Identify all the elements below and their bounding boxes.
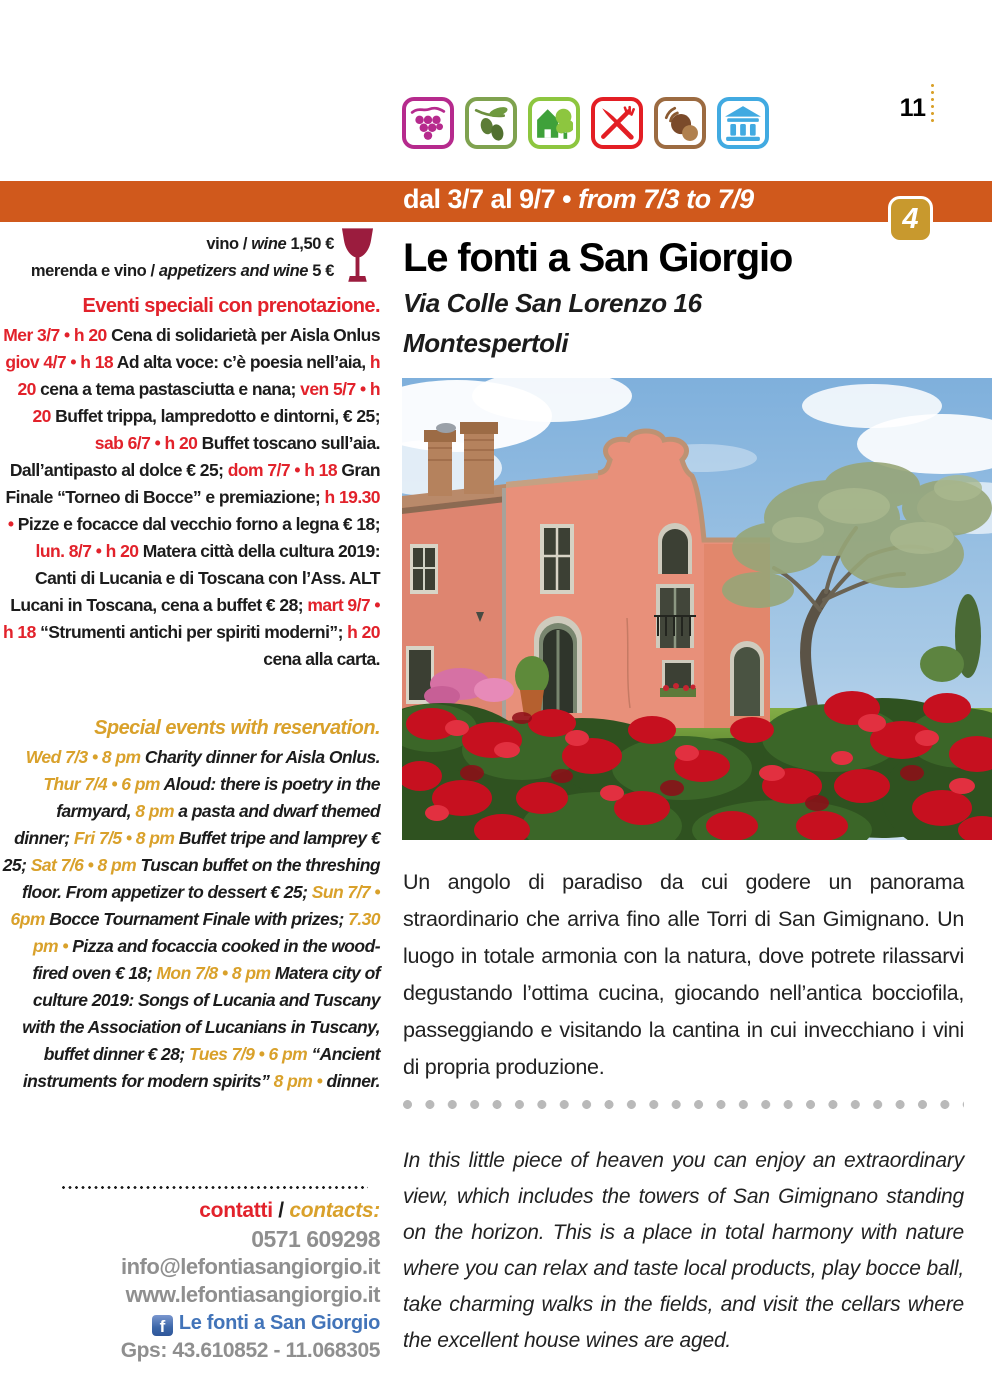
text-segment: Tuscan buffet on the threshing floor. From appetizer to dessert € 25; — [21, 855, 380, 902]
text-segment: cena alla carta. — [263, 649, 380, 669]
text-segment: Fri 7/5 • 8 pm — [73, 828, 179, 848]
venue-address — [403, 283, 973, 363]
text-segment: Tues 7/9 • 6 pm — [188, 1044, 312, 1064]
text-segment: Buffet tripe and lamprey € 25; — [2, 828, 380, 875]
events-header-italian: Eventi speciali con prenotazione. — [82, 295, 380, 317]
date-separator: • — [555, 184, 579, 214]
venue-title: Le fonti a San Giorgio — [403, 236, 793, 280]
contacts-block — [0, 1197, 380, 1365]
description-italian: Un angolo di paradiso da cui godere un panorama straordinario che arriva fino alle Torri di San Gimignano. Un luogo in totale armonia con la natura, dove potrete rilassarvi degustando l’ottima cucina, giocando nell’antica bocciofila, passeggiando e visitando la cantina in cui invecchiano i vini di propria produzione. — [403, 870, 964, 1079]
restaurant-icon — [591, 97, 643, 149]
phone-number: 0571 609298 — [251, 1226, 380, 1252]
text-segment: Buffet toscano sull’aia. Dall’antipasto al dolce € 25; — [9, 433, 380, 480]
text-segment: Wed 7/3 • 8 pm — [25, 747, 145, 767]
address-line-2: Montespertoli — [403, 328, 569, 358]
wine-glass-icon — [341, 227, 374, 293]
text-segment: Pizze e focacce dal vecchio forno a legna € 18; — [17, 514, 380, 534]
text-segment: h 19.30 • — [7, 487, 380, 534]
events-header-english: Special events with reservation. — [94, 717, 380, 739]
text-segment: appetizers and wine — [158, 262, 309, 280]
category-icon-row — [402, 97, 769, 149]
page-number: 11 — [899, 94, 926, 122]
date-range-italian: dal 3/7 al 9/7 — [403, 184, 556, 214]
text-segment: 1,50 € — [286, 235, 334, 253]
website-link[interactable]: www.lefontiasangiorgio.it — [125, 1282, 380, 1307]
text-segment: Mer 3/7 • h 20 — [3, 325, 112, 345]
museum-icon — [717, 97, 769, 149]
text-segment: merenda e vino / — [30, 262, 159, 280]
gps-coordinates: Gps: 43.610852 - 11.068305 — [120, 1339, 380, 1362]
text-segment: Mon 7/8 • 8 pm — [156, 963, 275, 983]
contacts-label-italian: contatti — [199, 1199, 273, 1222]
text-segment: a pasta and dwarf themed dinner; — [14, 801, 380, 848]
text-segment: Buffet trippa, lampredotto e dintorni, € 25; — [55, 406, 380, 426]
price-line-appetizers — [0, 258, 334, 285]
text-segment: Charity dinner for Aisla Onlus. — [144, 747, 380, 767]
events-list-english — [0, 744, 380, 1095]
text-segment: 7.30 pm • — [32, 909, 380, 956]
facebook-icon: f — [152, 1315, 173, 1336]
text-segment: dinner. — [326, 1071, 380, 1091]
text-segment: vino / — [206, 235, 252, 253]
text-segment: Cena di solidarietà per Aisla Onlus — [111, 325, 380, 345]
text-segment: Sat 7/6 • 8 pm — [30, 855, 141, 875]
text-segment: dom 7/7 • h 18 — [227, 460, 342, 480]
olives-icon — [465, 97, 517, 149]
paragraph-divider-dots — [403, 1100, 964, 1109]
text-segment: wine — [251, 235, 287, 253]
grapes-icon — [402, 97, 454, 149]
page-number-dotted-rule — [931, 84, 934, 124]
email-link[interactable]: info@lefontiasangiorgio.it — [121, 1254, 380, 1279]
text-segment: “Strumenti antichi per spiriti moderni”; — [40, 622, 348, 642]
price-list — [0, 231, 334, 285]
events-list-italian — [0, 322, 380, 673]
text-segment: Matera city of culture 2019: Songs of Lucania and Tuscany with the Association of Lucanians in Tuscany, buffet dinner € 28; — [22, 963, 380, 1064]
facebook-page-name: Le fonti a San Giorgio — [178, 1312, 380, 1334]
price-line-wine — [0, 231, 334, 258]
text-segment: sab 6/7 • h 20 — [94, 433, 202, 453]
description-english: In this little piece of heaven you can enjoy an extraordinary view, which includes the towers of San Gimignano standing on the horizon. This is a place in total harmony with nature where you can relax and taste local products, play bocce ball, take charming walks in the fields, and visit the cellars where the excellent house wines are aged. — [403, 1149, 964, 1352]
text-segment: h 20 — [347, 622, 380, 642]
text-segment: Bocce Tournament Finale with prizes; — [49, 909, 349, 929]
text-segment: mart 9/7 • h 18 — [2, 595, 380, 642]
facebook-link[interactable] — [0, 1309, 380, 1337]
bocce-icon — [654, 97, 706, 149]
text-segment: ven 5/7 • h 20 — [32, 379, 380, 426]
text-segment: Aloud: there is poetry in the farmyard, — [56, 774, 380, 821]
text-segment: lun. 8/7 • h 20 — [35, 541, 143, 561]
text-segment: cena a tema pastasciutta e nana; — [40, 379, 301, 399]
text-segment: Matera città della cultura 2019: Canti di Lucania e di Toscana con l’Ass. ALT Lucani in Toscana, cena a buffet € 28; — [10, 541, 380, 615]
text-segment: Ad alta voce: c’è poesia nell’aia, — [116, 352, 370, 372]
villa-photo — [402, 378, 992, 840]
address-line-1: Via Colle San Lorenzo 16 — [403, 288, 702, 318]
section-number-badge: 4 — [888, 196, 933, 243]
text-segment: 8 pm • — [273, 1071, 327, 1091]
contacts-label-slash: / — [272, 1199, 290, 1222]
date-range-english: from 7/3 to 7/9 — [578, 184, 754, 214]
contacts-label-english: contacts: — [289, 1199, 380, 1222]
farmhouse-icon — [528, 97, 580, 149]
text-segment: 8 pm — [135, 801, 179, 821]
text-segment: giov 4/7 • h 18 — [5, 352, 117, 372]
contacts-heading — [0, 1197, 380, 1225]
date-banner-text — [403, 184, 754, 215]
text-segment: 5 € — [308, 262, 334, 280]
text-segment: Sun 7/7 • 6pm — [10, 882, 380, 929]
text-segment: Thur 7/4 • 6 pm — [43, 774, 164, 794]
text-segment: “Ancient instruments for modern spirits” — [22, 1044, 380, 1091]
text-segment: Gran Finale “Torneo di Bocce” e premiazione; — [5, 460, 380, 507]
contacts-divider — [62, 1186, 368, 1189]
text-segment: h 20 — [17, 352, 380, 399]
text-segment: Pizza and focaccia cooked in the wood-fired oven € 18; — [32, 936, 380, 983]
